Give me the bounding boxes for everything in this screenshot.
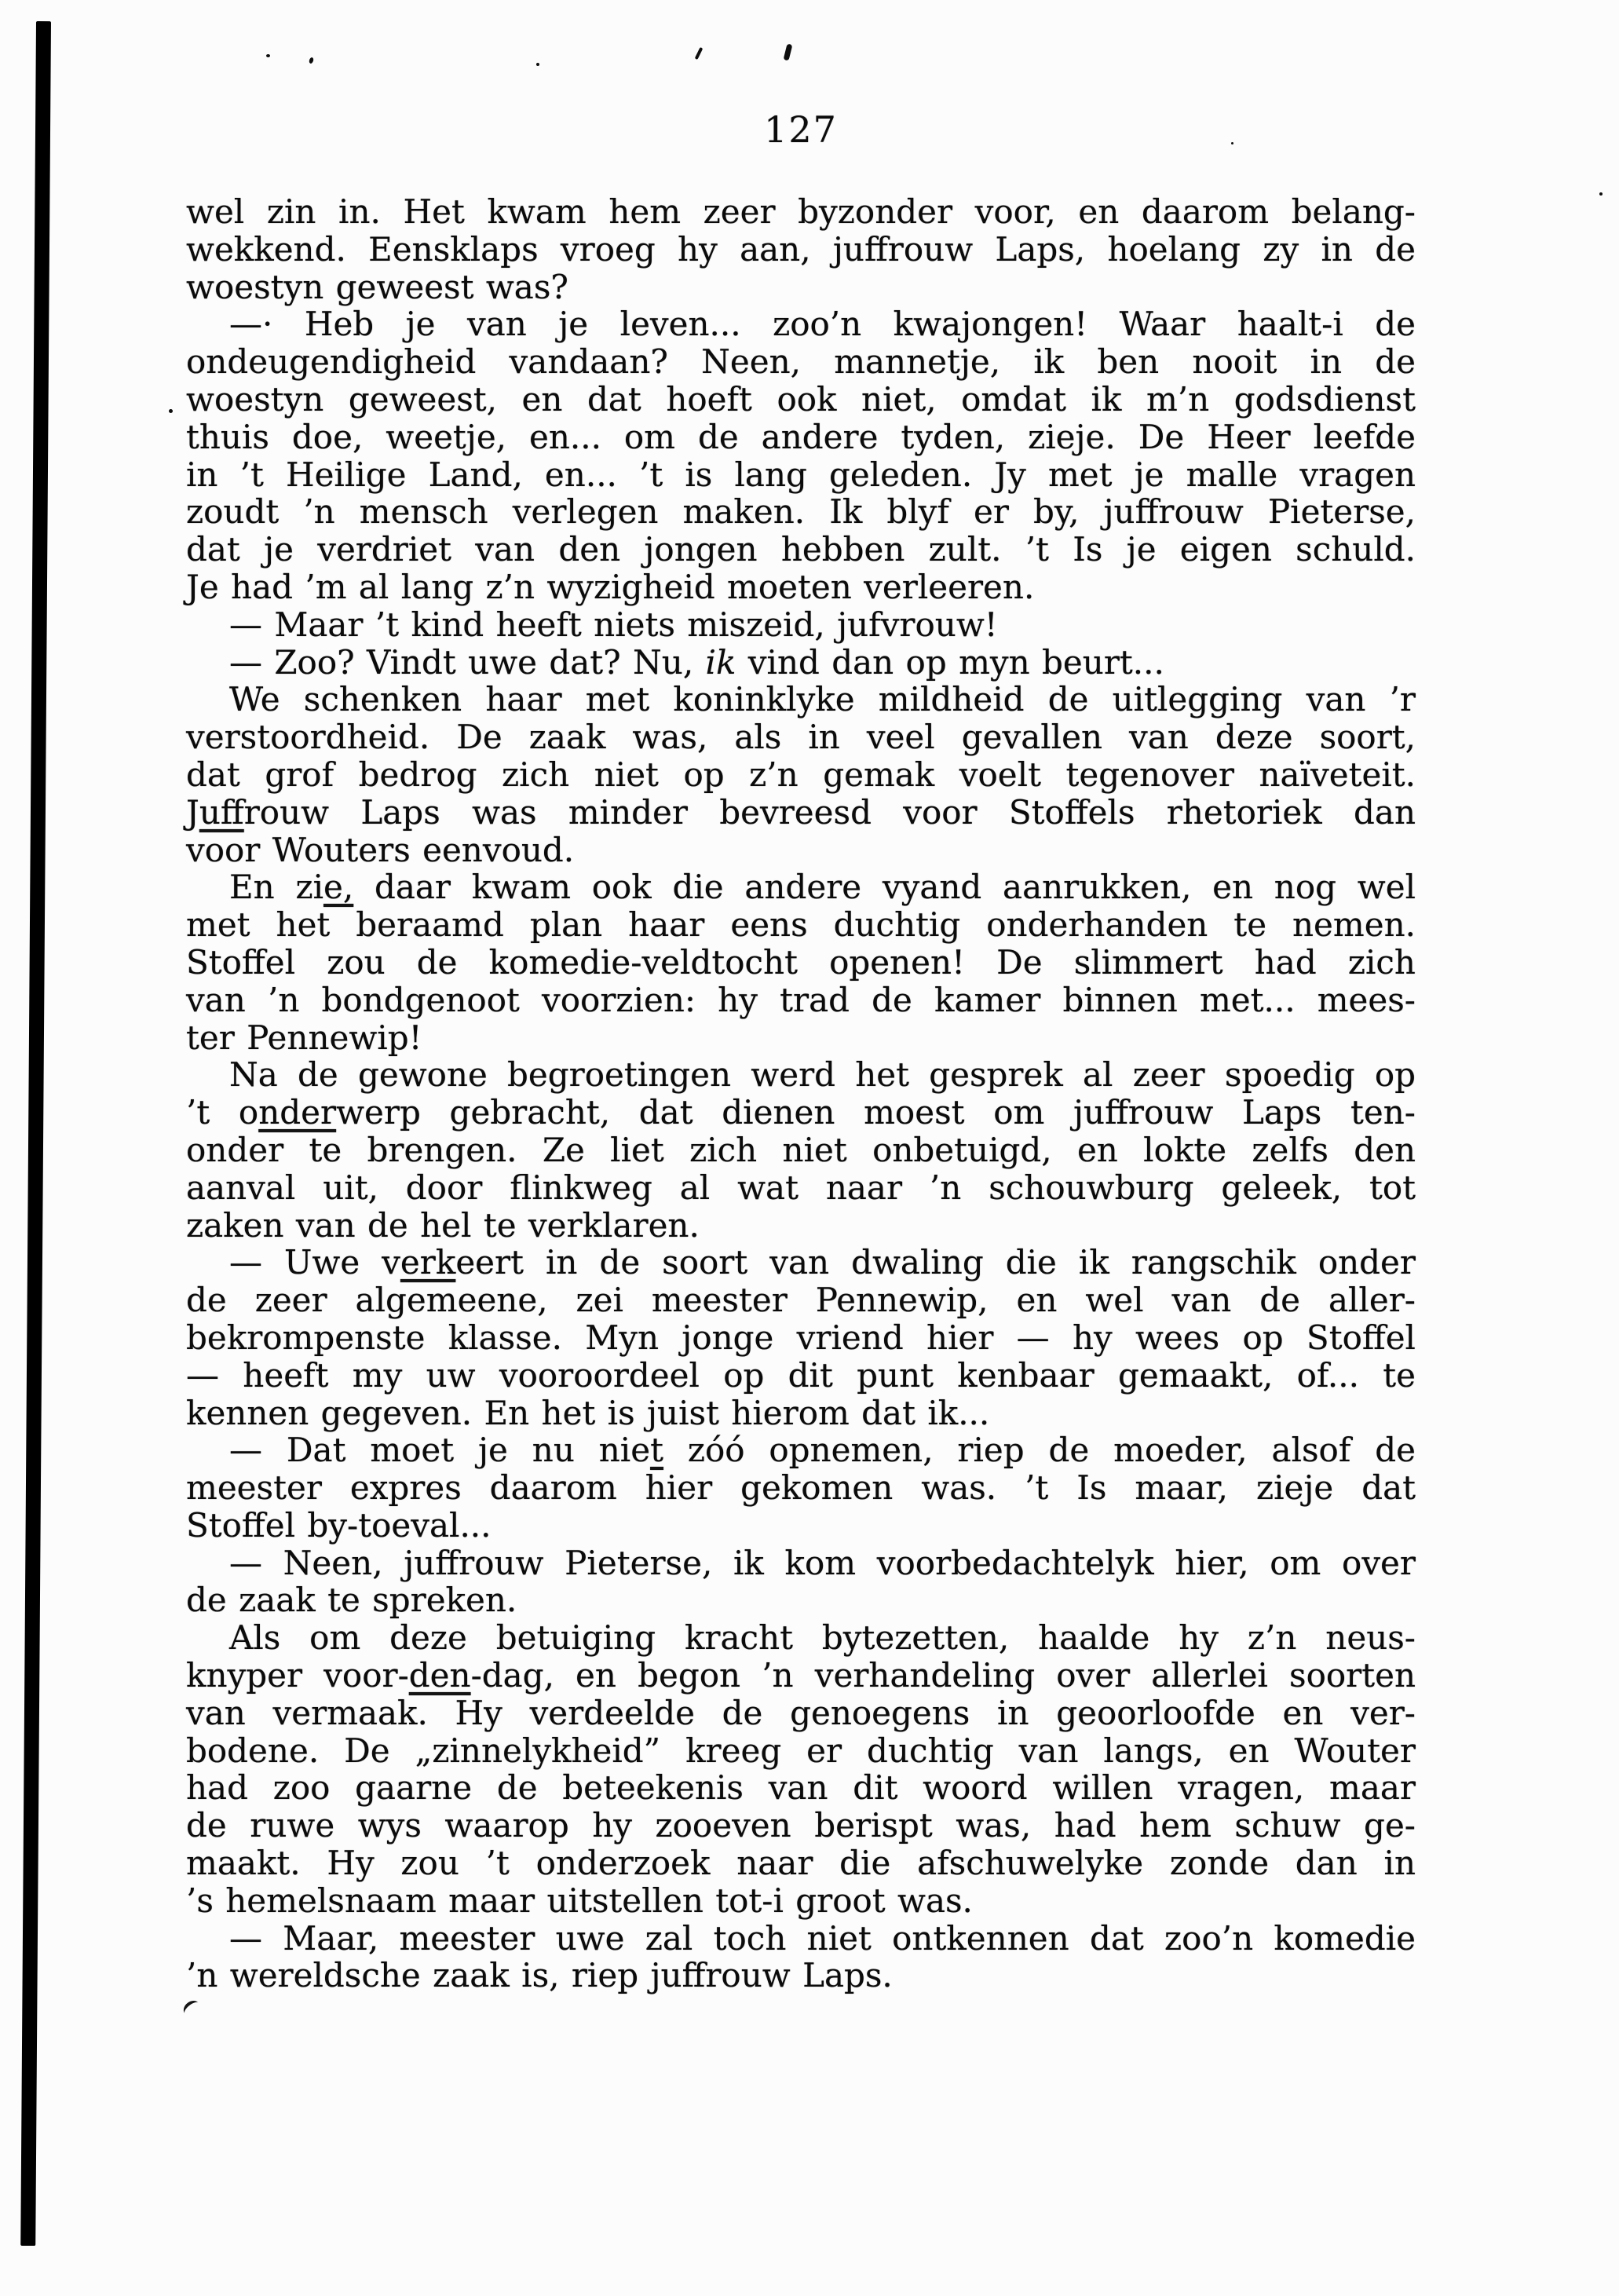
text-fragment: onder te brengen. Ze liet zich niet onbetuigd, en lokte zelfs den [186, 1130, 1416, 1169]
text-line [186, 1581, 1416, 1619]
text-line [186, 1132, 1416, 1169]
text-fragment: woestyn geweest, en dat hoeft ook niet, omdat ik m’n godsdienst [186, 379, 1416, 419]
text-fragment: — Neen, juffrouw Pieterse, ik kom voorbedachtelyk hier, om over [229, 1543, 1416, 1582]
text-fragment: de zeer algemeene, zei meester Pennewip, en wel van de aller- [186, 1281, 1416, 1320]
ink-speck [695, 47, 704, 60]
text-fragment: woestyn geweest was? [186, 267, 568, 306]
ink-speck [1599, 192, 1603, 196]
text-line [186, 832, 1416, 869]
text-fragment: meester expres daarom hier gekomen was. ’t Is maar, zieje dat [186, 1468, 1416, 1508]
text-line [186, 1244, 1416, 1281]
text-line [186, 1395, 1416, 1432]
text-fragment: eert in de soort van dwaling die ik rangschik onder [455, 1243, 1416, 1282]
text-line [186, 569, 1416, 606]
text-line [186, 868, 1416, 906]
text-fragment: de zaak te spreken. [186, 1581, 517, 1620]
text-fragment: —· Heb je van je leven... zoo’n kwajongen! Waar haalt-i de [229, 305, 1416, 344]
text-line [186, 1619, 1416, 1657]
text-line [186, 1507, 1416, 1545]
text-fragment: met het beraamd plan haar eens duchtig onderhanden te nemen. [186, 905, 1416, 945]
text-fragment: Je had ’m al lang z’n wyzigheid moeten verleeren. [186, 567, 1035, 606]
text-fragment: — Zoo? Vindt uwe dat? Nu, [229, 642, 706, 682]
text-fragment: ’t o [186, 1093, 259, 1132]
text-fragment: ’s hemelsnaam maar uitstellen tot-i groot was. [186, 1881, 973, 1920]
text-line [186, 718, 1416, 756]
text-fragment: wekkend. Eensklaps vroeg hy aan, juffrouw Laps, hoelang zy in de [186, 229, 1416, 269]
text-line [186, 1207, 1416, 1245]
underlined-fragment: den [408, 1656, 471, 1695]
text-fragment: zaken van de hel te verklaren. [186, 1205, 700, 1245]
text-fragment: — Maar, meester uwe zal toch niet ontkennen dat zoo’n komedie [229, 1918, 1416, 1958]
text-line [186, 1469, 1416, 1507]
text-fragment: dat grof bedrog zich niet op z’n gemak voelt tegenover naïveteit. [186, 755, 1416, 794]
emphasized-word: ik [705, 642, 736, 682]
text-fragment: daar kwam ook die andere vyand aanrukken, en nog wel [353, 868, 1416, 907]
text-fragment: werp gebracht, dat dienen moest om juffrouw Laps ten- [336, 1093, 1416, 1132]
ink-curl-artifact [181, 1998, 203, 2019]
text-line [186, 493, 1416, 531]
text-line [186, 982, 1416, 1019]
text-line [186, 1319, 1416, 1357]
text-fragment: in ’t Heilige Land, en... ’t is lang geleden. Jy met je malle vragen [186, 455, 1416, 494]
text-line [186, 193, 1416, 231]
text-line [186, 1019, 1416, 1057]
scan-gutter-bar [20, 21, 51, 2246]
text-fragment: J [186, 792, 199, 832]
text-line [186, 1431, 1416, 1469]
text-fragment: van ’n bondgenoot voorzien: hy trad de kamer binnen met... mees- [186, 980, 1416, 1019]
text-line [186, 1807, 1416, 1844]
text-block [186, 193, 1416, 1994]
underlined-fragment: erk [400, 1243, 456, 1282]
text-line [186, 1056, 1416, 1094]
text-fragment: — Maar ’t kind heeft niets miszeid, jufvrouw! [229, 605, 998, 644]
text-line [186, 906, 1416, 944]
text-line [186, 1695, 1416, 1732]
text-fragment: dat je verdriet van den jongen hebben zult. ’t Is je eigen schuld. [186, 530, 1416, 569]
text-fragment: voor Wouters eenvoud. [186, 830, 575, 869]
text-fragment: Als om deze betuiging kracht bytezetten, haalde hy z’n neus- [229, 1618, 1416, 1658]
text-fragment: — Dat moet je nu nie [229, 1431, 651, 1470]
text-line [186, 606, 1416, 644]
text-fragment: aanval uit, door flinkweg al wat naar ’n schouwburg geleek, tot [186, 1168, 1416, 1207]
text-fragment: Stoffel zou de komedie-veldtocht openen! De slimmert had zich [186, 942, 1416, 982]
text-fragment: Na de gewone begroetingen werd het gesprek al zeer spoedig op [229, 1055, 1416, 1095]
text-line [186, 794, 1416, 832]
underlined-fragment: nder [258, 1093, 337, 1132]
text-line [186, 531, 1416, 569]
text-fragment: knyper voor- [186, 1656, 409, 1695]
page-number: 127 [764, 108, 838, 151]
text-fragment: rouw Laps was minder bevreesd voor Stoffels rhetoriek dan [243, 792, 1416, 832]
text-fragment: van vermaak. Hy verdeelde de genoegens in geoorloofde en ver- [186, 1693, 1416, 1732]
text-fragment: thuis doe, weetje, en... om de andere tyden, zieje. De Heer leefde [186, 417, 1416, 456]
text-fragment: had zoo gaarne de beteekenis van dit woord willen vragen, maar [186, 1768, 1416, 1808]
ink-speck [309, 57, 314, 64]
text-line [186, 644, 1416, 682]
underlined-fragment: uff [199, 792, 244, 832]
underlined-fragment: t [650, 1431, 663, 1470]
text-line [186, 1957, 1416, 1994]
text-fragment: kennen gegeven. En het is juist hierom dat ik... [186, 1393, 990, 1432]
ink-speck [266, 54, 270, 57]
text-line [186, 456, 1416, 494]
text-fragment: verstoordheid. De zaak was, als in veel gevallen van deze soort, [186, 718, 1416, 757]
text-line [186, 1281, 1416, 1319]
text-fragment: — Uwe v [229, 1243, 400, 1282]
text-fragment: bekrompenste klasse. Myn jonge vriend hier — hy wees op Stoffel [186, 1318, 1416, 1357]
text-line [186, 1657, 1416, 1695]
text-fragment: ter Pennewip! [186, 1018, 422, 1057]
text-line [186, 231, 1416, 269]
ink-speck [784, 43, 793, 60]
text-fragment: We schenken haar met koninklyke mildheid de uitlegging van ’r [229, 680, 1416, 719]
text-line [186, 1769, 1416, 1807]
text-fragment: -dag, en begon ’n verhandeling over allerlei soorten [470, 1656, 1416, 1695]
text-line [186, 419, 1416, 456]
text-fragment: de ruwe wys waarop hy zooeven berispt was, had hem schuw ge- [186, 1806, 1416, 1845]
text-fragment: wel zin in. Het kwam hem zeer byzonder voor, en daarom belang- [186, 192, 1416, 231]
text-fragment: vind dan op myn beurt... [736, 642, 1164, 682]
text-fragment: maakt. Hy zou ’t onderzoek naar die afschuwelyke zonde dan in [186, 1844, 1416, 1883]
text-line [186, 269, 1416, 306]
ink-speck [536, 63, 539, 66]
text-fragment: zóó opnemen, riep de moeder, alsof de [663, 1431, 1416, 1470]
text-line [186, 1545, 1416, 1582]
text-fragment: Stoffel by-toeval... [186, 1505, 492, 1545]
text-line [186, 1844, 1416, 1882]
ink-speck [1231, 142, 1233, 144]
text-line [186, 343, 1416, 381]
text-line [186, 1169, 1416, 1207]
text-line [186, 756, 1416, 794]
ink-speck [169, 409, 173, 413]
text-line [186, 1882, 1416, 1920]
text-line [186, 1357, 1416, 1395]
text-fragment: zoudt ’n mensch verlegen maken. Ik blyf er by, juffrouw Pieterse, [186, 492, 1416, 532]
underlined-fragment: e, [323, 868, 354, 907]
text-line [186, 944, 1416, 982]
text-line [186, 1920, 1416, 1958]
text-line [186, 681, 1416, 718]
text-fragment: En zi [229, 868, 323, 907]
text-line [186, 1732, 1416, 1770]
text-line [186, 381, 1416, 419]
text-fragment: ondeugendigheid vandaan? Neen, mannetje, ik ben nooit in de [186, 342, 1416, 382]
text-line [186, 305, 1416, 343]
text-fragment: bodene. De „zinnelykheid” kreeg er duchtig van langs, en Wouter [186, 1731, 1416, 1770]
text-fragment: ’n wereldsche zaak is, riep juffrouw Laps. [186, 1956, 893, 1995]
text-fragment: — heeft my uw vooroordeel op dit punt kenbaar gemaakt, of... te [186, 1355, 1416, 1395]
text-line [186, 1094, 1416, 1132]
